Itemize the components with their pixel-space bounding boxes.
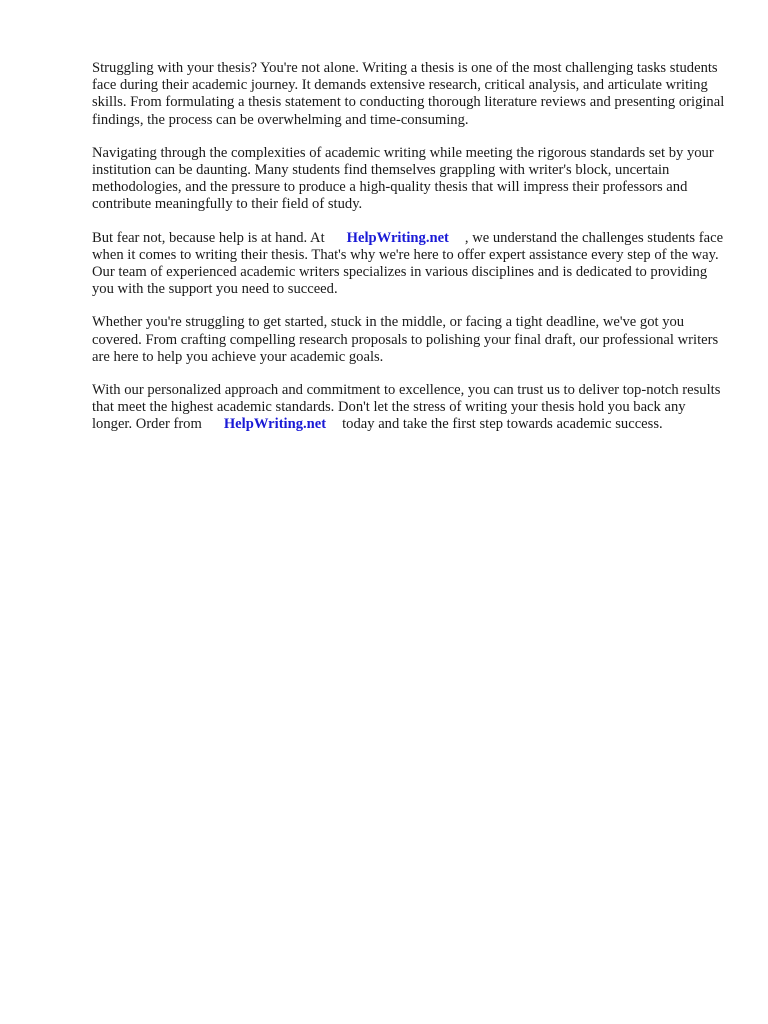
paragraph-5-trailing-text: today and take the first step towards academic success. bbox=[342, 416, 663, 433]
document-body bbox=[92, 60, 728, 450]
paragraph-4: Whether you're struggling to get started, stuck in the middle, or facing a tight deadline, we've got you covered. From crafting compelling research proposals to polishing your final draft, our professional writers are here to help you achieve your academic goals. bbox=[92, 314, 719, 365]
paragraph-3 bbox=[92, 230, 728, 299]
paragraph-3-trailing-text: , we understand the challenges students face when it comes to writing their thesis. That's why we're here to offer expert assistance every step of the way. Our team of experienced academic writers specializes in various disciplines and is dedicated to providing you with the support you need to succeed. bbox=[92, 229, 724, 298]
paragraph-5-lead-text: With our personalized approach and commitment to excellence, you can trust us to deliver top-notch results that meet the highest academic standards. Don't let the stress of writing your thesis hold you back any longer. Order from bbox=[92, 382, 721, 433]
paragraph-3-lead-text: But fear not, because help is at hand. At bbox=[92, 229, 325, 246]
helpwriting-link-order[interactable]: HelpWriting.net bbox=[223, 416, 327, 433]
paragraph-2: Navigating through the complexities of academic writing while meeting the rigorous standards set by your institution can be daunting. Many students find themselves grappling with writer's block, uncertain methodologies, and the pressure to produce a high-quality thesis that will impress their professors and contribute meaningfully to their field of study. bbox=[92, 144, 714, 213]
paragraph-1: Struggling with your thesis? You're not alone. Writing a thesis is one of the most challenging tasks students face during their academic journey. It demands extensive research, critical analysis, and articulate writing skills. From formulating a thesis statement to conducting thorough literature reviews and presenting original findings, the process can be overwhelming and time-consuming. bbox=[92, 60, 725, 128]
helpwriting-link[interactable]: HelpWriting.net bbox=[346, 229, 449, 246]
paragraph-5 bbox=[92, 382, 728, 434]
